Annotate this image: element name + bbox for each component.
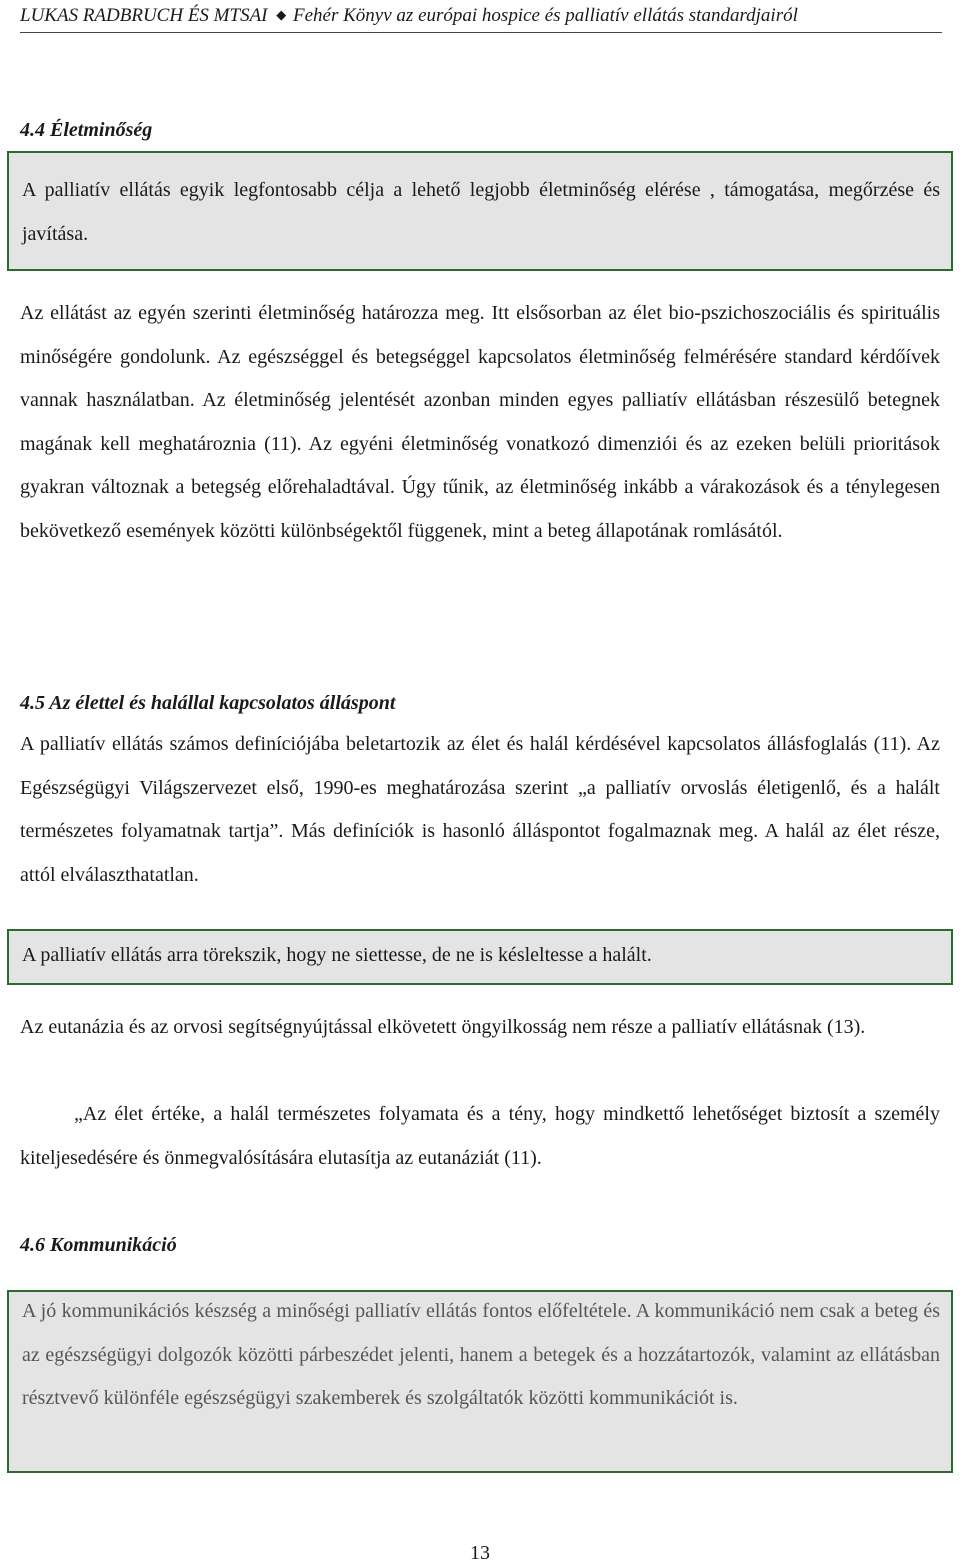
highlight-text: A jó kommunikációs készség a minőségi palliatív ellátás fontos előfeltétele. A kommunikáció nem csak a beteg és az egészségügyi dolgozók közötti párbeszédet jelenti, hanem a betegek és a hozzátartozók, valamint az ellátásban résztvevő különféle egészségügyi szakemberek és szolgáltatók közötti kommunikációt is. — [22, 1300, 940, 1409]
highlight-box-communication — [7, 1290, 953, 1473]
highlight-box-quality-of-life — [7, 151, 953, 271]
highlight-text: A palliatív ellátás egyik legfontosabb célja a lehető legjobb életminőség elérése , támogatása, megőrzése és javítása. — [22, 179, 940, 245]
header-title: Fehér Könyv az európai hospice és palliatív ellátás standardjairól — [293, 5, 798, 26]
section-heading-4-6: 4.6 Kommunikáció — [20, 1234, 177, 1256]
paragraph-quality-of-life: Az ellátást az egyén szerinti életminőség határozza meg. Itt elsősorban az élet bio-pszichoszociális és spirituális minőségére gondolunk. Az egészséggel és betegséggel kapcsolatos életminőség felmérésére standard kérdőívek vannak használatban. Az életminőség jelentését azonban minden egyes palliatív ellátásban részesülő betegnek magának kell meghatároznia (11). Az egyéni életminőség vonatkozó dimenziói és az ezeken belüli prioritások gyakran változnak a betegség előrehaladtával. Úgy tűnik, az életminőség inkább a várakozások és a ténylegesen bekövetkező események közötti különbségektől függenek, mint a beteg állapotának romlásától. — [20, 302, 940, 542]
section-heading-4-5: 4.5 Az élettel és halállal kapcsolatos álláspont — [20, 692, 396, 714]
running-header — [20, 2, 942, 33]
paragraph-euthanasia: Az eutanázia és az orvosi segítségnyújtással elkövetett öngyilkosság nem része a palliatív ellátásnak (13). — [20, 1016, 866, 1038]
diamond-bullet-icon: ◆ — [276, 7, 287, 22]
paragraph-quote-value-of-life — [20, 1093, 940, 1180]
highlight-text: A palliatív ellátás arra törekszik, hogy ne siettesse, de ne is késleltesse a halált. — [22, 944, 652, 966]
section-heading-4-4: 4.4 Életminőség — [20, 119, 153, 141]
page-number: 13 — [470, 1542, 490, 1564]
quote-text: „Az élet értéke, a halál természetes folyamata és a tény, hogy mindkettő lehetőséget biztosít a személy kiteljesedésére és önmegvalósítására elutasítja az eutanáziát (11). — [20, 1103, 940, 1169]
highlight-box-death — [7, 929, 953, 985]
paragraph-life-and-death: A palliatív ellátás számos definíciójába beletartozik az élet és halál kérdésével kapcsolatos állásfoglalás (11). Az Egészségügyi Világszervezet első, 1990-es meghatározása szerint „a palliatív orvoslás életigenlő, és a halált természetes folyamatnak tartja”. Más definíciók is hasonló álláspontot fogalmaznak meg. A halál az élet része, attól elválaszthatatlan. — [20, 733, 940, 886]
header-authors: LUKAS RADBRUCH ÉS MTSAI — [20, 5, 268, 26]
